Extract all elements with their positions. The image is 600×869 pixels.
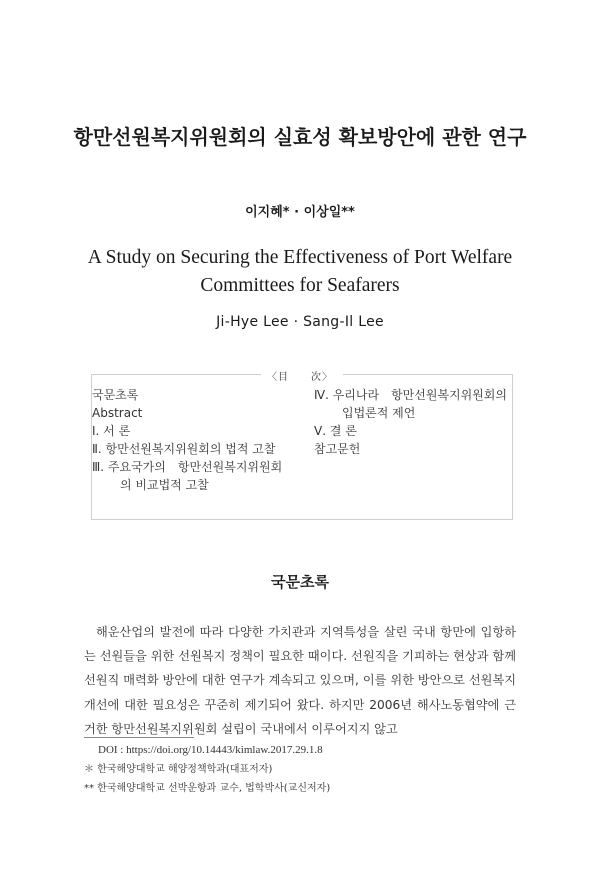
- toc-item: Abstract: [92, 406, 143, 420]
- doi-footnote: DOI : https://doi.org/10.14443/kimlaw.2017.29.1.8: [98, 744, 323, 756]
- author-footnote-2: ** 한국해양대학교 선박운항과 교수, 법학박사(교신저자): [84, 783, 331, 794]
- table-of-contents: [91, 374, 513, 520]
- authors-english: Ji-Hye Lee · Sang-Il Lee: [216, 314, 384, 330]
- toc-item: 참고문헌: [314, 442, 361, 456]
- paper-title-korean: 항만선원복지위원회의 실효성 확보방안에 관한 연구: [73, 125, 527, 149]
- toc-item: Ⅰ. 서 론: [92, 424, 131, 438]
- abstract-heading: 국문초록: [271, 573, 329, 591]
- abstract-body: 해운산업의 발전에 따라 다양한 가치관과 지역특성을 살린 국내 항만에 입항하는 선원들을 위한 선원복지 정책이 필요한 때이다. 선원직을 기피하는 현상과 함께 선원직 매력화 방안에 대한 연구가 계속되고 있으며, 이를 위한 방안으로 선원복지 개선에 대한 필요성은 꾸준히 제기되어 왔다. 하지만 2006년 해사노동협약에 근거한 항만선원복지위원회 설립이 국내에서 이루어지지 않고: [84, 625, 516, 736]
- toc-item-continuation: 입법론적 제언: [342, 406, 416, 420]
- toc-left-column: [92, 386, 307, 494]
- toc-item: Ⅱ. 항만선원복지위원회의 법적 고찰: [92, 442, 276, 456]
- author-footnote-1: ＊ 한국해양대학교 해양정책학과(대표저자): [84, 764, 273, 775]
- footnote-divider: [84, 737, 194, 738]
- toc-item: Ⅲ. 주요국가의 항만선원복지위원회: [92, 460, 283, 474]
- toc-item-continuation: 의 비교법적 고찰: [120, 478, 209, 492]
- paper-title-english: A Study on Securing the Effectiveness of Port Welfare Committees for Seafarers: [87, 247, 513, 296]
- footnotes: [84, 741, 524, 798]
- toc-item: 국문초록: [92, 388, 139, 402]
- table-of-contents-header: 〈目 次〉: [267, 372, 333, 383]
- authors-korean: 이지혜* · 이상일**: [245, 205, 355, 220]
- toc-item: Ⅴ. 결 론: [314, 424, 357, 438]
- toc-item: Ⅳ. 우리나라 항만선원복지위원회의: [314, 388, 507, 402]
- toc-right-column: [314, 386, 514, 458]
